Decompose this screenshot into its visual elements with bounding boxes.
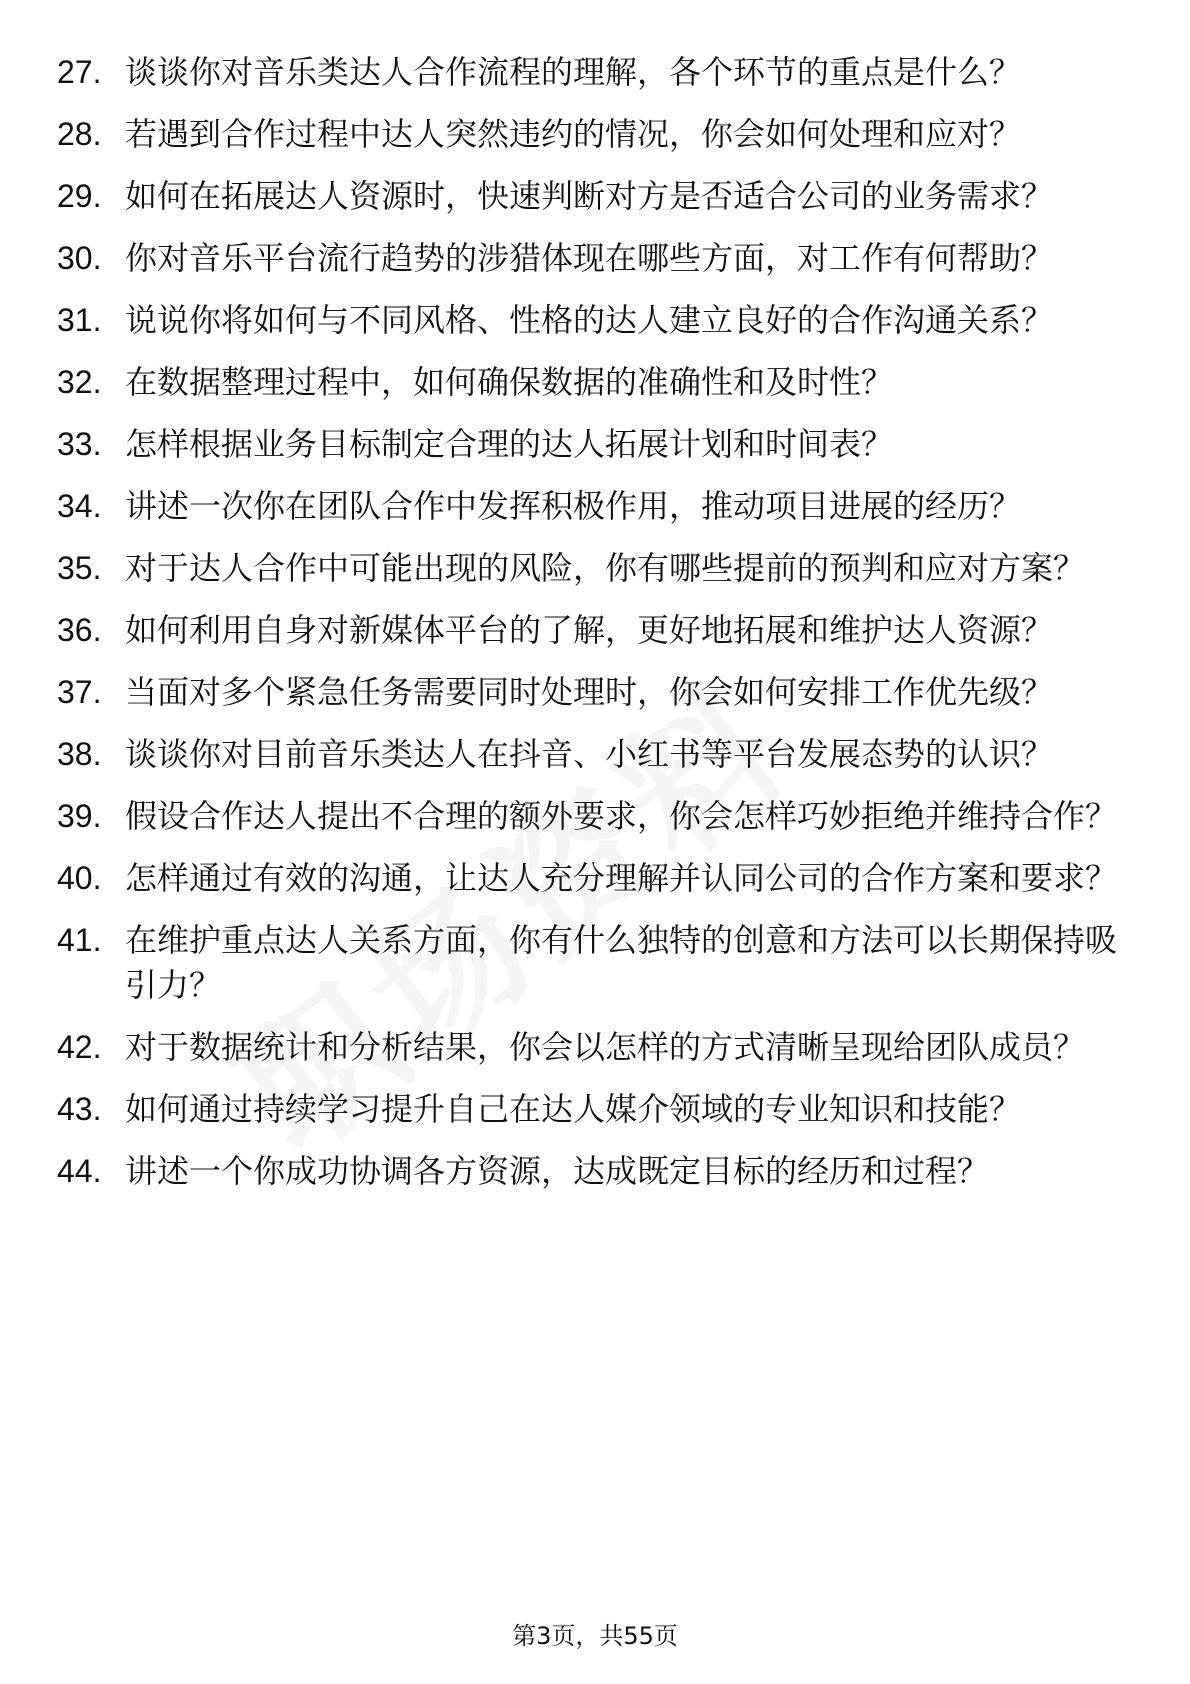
question-number: 37.: [57, 674, 102, 710]
question-text: 若遇到合作过程中达人突然违约的情况，你会如何处理和应对？: [125, 115, 1022, 153]
question-text: 谈谈你对音乐类达人合作流程的理解，各个环节的重点是什么？: [125, 53, 1022, 91]
question-number: 44.: [57, 1153, 102, 1189]
list-item: [57, 360, 1137, 405]
question-text: 谈谈你对目前音乐类达人在抖音、小红书等平台发展态势的认识？: [125, 735, 1054, 773]
list-item: [57, 1087, 1137, 1132]
question-number: 32.: [57, 364, 102, 400]
question-text: 如何利用自身对新媒体平台的了解，更好地拓展和维护达人资源？: [125, 611, 1054, 649]
question-text: 假设合作达人提出不合理的额外要求，你会怎样巧妙拒绝并维持合作？: [125, 797, 1118, 835]
page-number-label: 第3页，共55页: [512, 1622, 678, 1650]
list-item: [57, 298, 1137, 343]
list-item: [57, 174, 1137, 219]
list-item: [57, 112, 1137, 157]
question-number: 33.: [57, 426, 102, 462]
list-item: [57, 422, 1137, 467]
question-text: 你对音乐平台流行趋势的涉猎体现在哪些方面，对工作有何帮助？: [125, 239, 1054, 277]
list-item: [57, 608, 1137, 653]
question-text: 在维护重点达人关系方面，你有什么独特的创意和方法可以长期保持吸引力？: [125, 921, 1118, 1004]
list-item: [57, 1149, 1137, 1194]
question-number: 43.: [57, 1091, 102, 1127]
question-number: 31.: [57, 302, 102, 338]
question-text: 怎样根据业务目标制定合理的达人拓展计划和时间表？: [125, 425, 894, 463]
list-item: [57, 484, 1137, 529]
question-text: 讲述一次你在团队合作中发挥积极作用，推动项目进展的经历？: [125, 487, 1022, 525]
question-text: 如何在拓展达人资源时，快速判断对方是否适合公司的业务需求？: [125, 177, 1054, 215]
question-text: 讲述一个你成功协调各方资源，达成既定目标的经历和过程？: [125, 1152, 990, 1190]
list-item: [57, 732, 1137, 777]
list-item: [57, 670, 1137, 715]
question-text: 对于数据统计和分析结果，你会以怎样的方式清晰呈现给团队成员？: [125, 1028, 1086, 1066]
question-text: 怎样通过有效的沟通，让达人充分理解并认同公司的合作方案和要求？: [125, 859, 1118, 897]
list-item: [57, 856, 1137, 901]
question-number: 27.: [57, 54, 102, 90]
question-text: 当面对多个紧急任务需要同时处理时，你会如何安排工作优先级？: [125, 673, 1054, 711]
question-number: 39.: [57, 798, 102, 834]
question-number: 35.: [57, 550, 102, 586]
page-footer: [0, 1616, 1190, 1651]
question-number: 40.: [57, 860, 102, 896]
question-number: 29.: [57, 178, 102, 214]
list-item: [57, 1025, 1137, 1070]
question-number: 42.: [57, 1029, 102, 1065]
list-item: [57, 546, 1137, 591]
question-text: 说说你将如何与不同风格、性格的达人建立良好的合作沟通关系？: [125, 301, 1054, 339]
question-text: 对于达人合作中可能出现的风险，你有哪些提前的预判和应对方案？: [125, 549, 1086, 587]
list-item: [57, 918, 1137, 1008]
question-number: 36.: [57, 612, 102, 648]
question-number: 38.: [57, 736, 102, 772]
question-number: 28.: [57, 116, 102, 152]
question-number: 41.: [57, 922, 102, 958]
question-list: [57, 50, 1137, 1211]
list-item: [57, 794, 1137, 839]
list-item: [57, 236, 1137, 281]
question-text: 如何通过持续学习提升自己在达人媒介领域的专业知识和技能？: [125, 1090, 1022, 1128]
list-item: [57, 50, 1137, 95]
question-text: 在数据整理过程中，如何确保数据的准确性和及时性？: [125, 363, 894, 401]
question-number: 34.: [57, 488, 102, 524]
question-number: 30.: [57, 240, 102, 276]
